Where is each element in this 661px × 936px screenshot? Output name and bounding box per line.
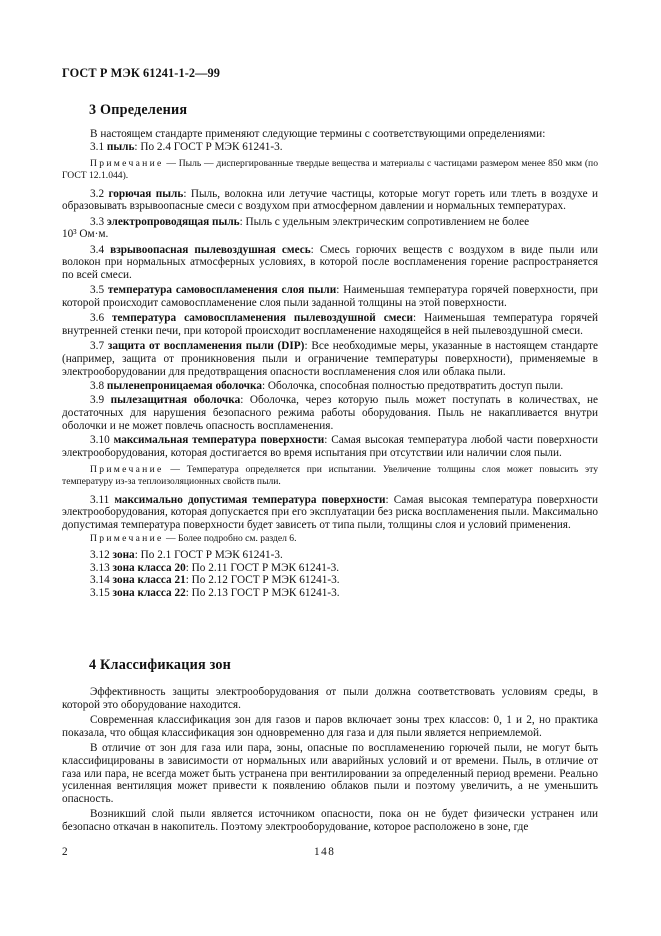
definition-3-3: 3.3 электропроводящая пыль: Пыль с удельным электрическим сопротивлением не более	[90, 215, 530, 228]
term: зона класса 21	[112, 574, 186, 587]
definition-3-11: 3.11 максимально допустимая температура поверхности: Самая высокая температура поверхности электрооборудования, которая допускается при его эксплуатации без риска воспламенения пыли. Максимально допустимая температура поверхности будет зависеть от типа пыли, толщины слоя и условий применения.	[62, 493, 598, 531]
note-label: Примечание	[90, 532, 164, 544]
definition-3-8: 3.8 пыленепроницаемая оболочка: Оболочка, способная полностью предотвратить доступ пыли.	[90, 380, 564, 392]
document-code-header: ГОСТ Р МЭК 61241-1-2—99	[62, 66, 221, 80]
definition-3-10: 3.10 максимальная температура поверхности: Самая высокая температура любой части поверхности электрооборудования, которая достигается во время испытания при отсутствии или наличии слоя пыли.	[62, 434, 598, 459]
definition-3-7: 3.7 защита от воспламенения пыли (DIP): Все необходимые меры, указанные в настоящем стандарте (например, защита от проникновения пыли и ограничение температуры поверхности), применяемые в электрооборудовании для предотвращения опасности воспламенения слоя или облака пыли.	[62, 340, 599, 378]
note-label: Примечание	[90, 463, 164, 475]
sheet-number: 148	[314, 846, 336, 858]
section-3-title: 3 Определения	[89, 102, 188, 118]
definition-3-6: 3.6 температура самовоспламенения пылевоздушной смеси: Наименьшая температура горячей внутренней стенки печи, при которой происходит воспламенение находящейся в ней пылевоздушной смеси.	[62, 312, 599, 337]
term: защита от воспламенения пыли (DIP)	[107, 340, 305, 353]
note-label: Примечание	[90, 157, 164, 169]
section-4-paragraph-2: Современная классификация зон для газов и паров включает зоны трех классов: 0, 1 и 2, но практика показала, что общая классификация зон одновременно для газа и для пыли является неприемлемой.	[62, 714, 598, 739]
definition-3-9: 3.9 пылезащитная оболочка: Оболочка, через которую пыль может поступать в количествах, не достаточных для нарушения безопасного режима работы оборудования. Пыль не накапливается внутри оболочки и не может повлечь опасность воспламенения.	[62, 394, 599, 432]
definition-3-15: 3.15 зона класса 22: По 2.13 ГОСТ Р МЭК 61241-3.	[90, 587, 340, 599]
term: зона класса 22	[112, 587, 186, 599]
section-4-paragraph-3: В отличие от зон для газа или пара, зоны, опасные по воспламенению горючей пыли, не могут быть классифицированы в зависимости от нормальных или аварийных условий и от времени. Пыль, в отличие от газа или пара, не всегда может быть устранена при вентилировании за определенный период времени. Реально усиленная вентиляция может привести к появлению облаков пыли и поэтому увеличить, а не уменьшить опасность.	[62, 742, 598, 805]
definition-3-5: 3.5 температура самовоспламенения слоя пыли: Наименьшая температура горячей поверхности, при которой происходит самовоспламенение слоя пыли заданной толщины на этой поверхности.	[62, 284, 599, 309]
definition-3-3-tail: 10³ Ом·м.	[62, 228, 109, 241]
section-4-paragraph-1: Эффективность защиты электрооборудования от пыли должна соответствовать условиям среды, в которой это оборудование находится.	[62, 686, 598, 711]
term: пылезащитная оболочка	[110, 394, 241, 407]
note-1: Примечание — Пыль — диспергированные твердые вещества и материалы с частицами размером менее 850 мкм (по ГОСТ 12.1.044).	[62, 157, 598, 181]
term: пыленепроницаемая оболочка	[106, 380, 262, 392]
section-3-intro: В настоящем стандарте применяют следующие термины с соответствующими определениями:	[90, 128, 546, 140]
term: зона	[112, 548, 135, 561]
definition-3-13: 3.13 зона класса 20: По 2.11 ГОСТ Р МЭК 61241-3.	[90, 561, 340, 574]
term: максимальная температура поверхности	[113, 434, 325, 446]
section-4-title: 4 Классификация зон	[89, 657, 232, 673]
term: температура самовоспламенения пылевоздушной смеси	[112, 312, 413, 325]
note-3: Примечание — Более подробно см. раздел 6.	[90, 532, 297, 544]
section-4-paragraph-4: Возникший слой пыли является источником опасности, пока он не будет физически устранен или безопасно откачан в накопитель. Поэтому электрооборудование, которое расположено в зоне, где	[62, 808, 598, 833]
section-3-body	[62, 128, 598, 600]
term: пыль	[106, 140, 135, 153]
definition-3-4: 3.4 взрывоопасная пылевоздушная смесь: Смесь горючих веществ с воздухом в виде пыли или волокон при нормальных атмосферных условиях, в которой после воспламенения горение распространяется по всей смеси.	[62, 243, 598, 281]
term: зона класса 20	[112, 561, 186, 574]
term: электропроводящая пыль	[106, 215, 240, 228]
term: взрывоопасная пылевоздушная смесь	[110, 243, 311, 256]
definition-3-1: 3.1 пыль: По 2.4 ГОСТ Р МЭК 61241-3.	[90, 140, 283, 153]
definition-3-14: 3.14 зона класса 21: По 2.12 ГОСТ Р МЭК 61241-3.	[90, 574, 340, 587]
section-4-body	[62, 686, 598, 834]
note-2: Примечание — Температура определяется при испытании. Увеличение толщины слоя может повысить эту температуру из-за теплоизоляционных свойств пыли.	[62, 463, 598, 487]
definition-3-2: 3.2 горючая пыль: Пыль, волокна или летучие частицы, которые могут гореть или тлеть в воздухе и образовывать взрывоопасные смеси с воздухом при атмосферном давлении и нормальных температурах.	[62, 187, 598, 213]
definition-3-12: 3.12 зона: По 2.1 ГОСТ Р МЭК 61241-3.	[90, 548, 283, 561]
term: максимально допустимая температура поверхности	[114, 493, 386, 506]
page-number: 2	[62, 846, 68, 858]
term: температура самовоспламенения слоя пыли	[107, 284, 337, 297]
term: горючая пыль	[108, 187, 184, 200]
